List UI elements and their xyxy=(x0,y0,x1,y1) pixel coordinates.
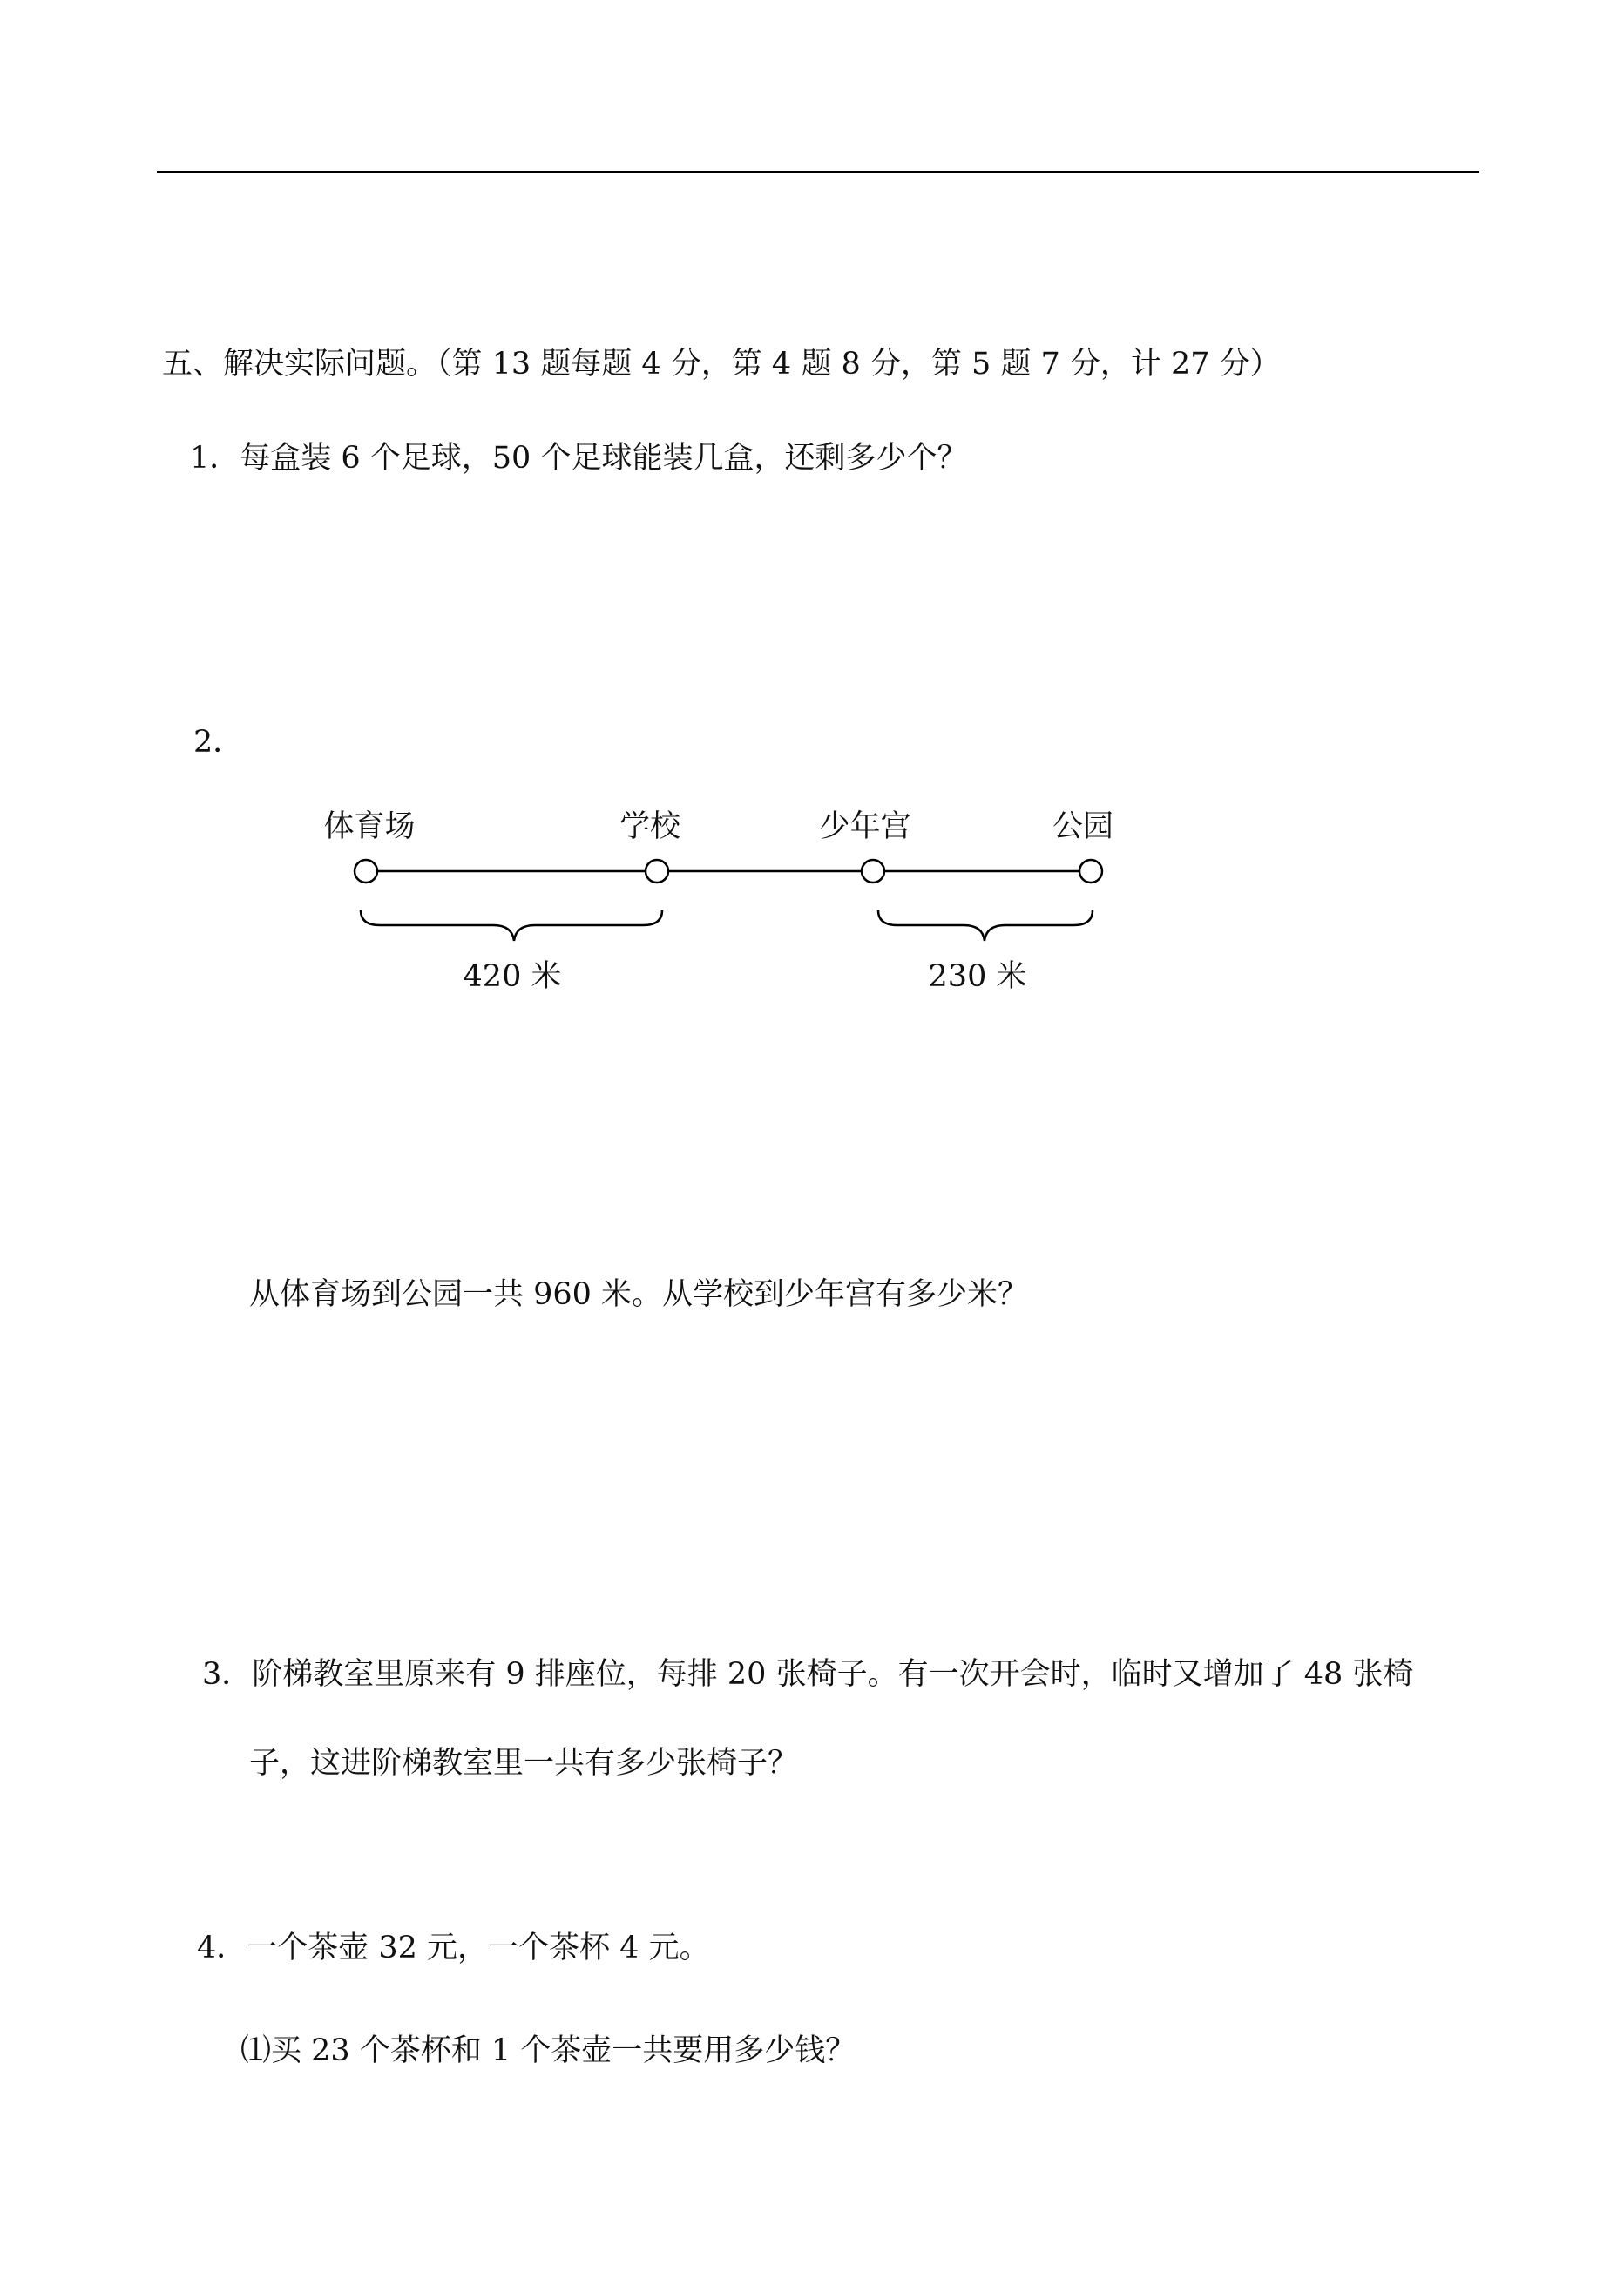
node-park xyxy=(1079,860,1102,883)
node-youth-palace xyxy=(862,860,884,883)
point-label-school: 学校 xyxy=(619,809,681,844)
brace-stadium-school xyxy=(361,910,662,941)
question-1: 1．每盒装 6 个足球，50 个足球能装几盒，还剩多少个？ xyxy=(190,441,968,476)
section-title: 五、解决实际问题。（第 13 题每题 4 分，第 4 题 8 分，第 5 题 7 分，计 27 分） xyxy=(162,347,1281,382)
point-label-youth-palace: 少年宫 xyxy=(819,809,911,844)
header-rule xyxy=(157,171,1479,173)
question-4-part-1: ⑴买 23 个茶杯和 1 个茶壶一共要用多少钱？ xyxy=(240,2033,856,2068)
distance-diagram xyxy=(296,793,1133,1002)
segment-label-420: 420 米 xyxy=(463,959,562,994)
question-2-number: 2． xyxy=(193,725,244,760)
question-3-line-2: 子，这进阶梯教室里一共有多少张椅子？ xyxy=(249,1746,799,1781)
question-2-text: 从体育场到公园一共 960 米。从学校到少年宫有多少米？ xyxy=(249,1277,1029,1312)
question-3-line-1: 3．阶梯教室里原来有 9 排座位，每排 20 张椅子。有一次开会时，临时又增加了 48 张椅 xyxy=(202,1657,1414,1692)
point-label-park: 公园 xyxy=(1052,809,1114,844)
question-4: 4．一个茶壶 32 元，一个茶杯 4 元。 xyxy=(197,1931,710,1965)
node-school xyxy=(646,860,668,883)
brace-youth-palace-park xyxy=(878,910,1093,941)
segment-label-230: 230 米 xyxy=(928,959,1027,994)
point-label-stadium: 体育场 xyxy=(323,809,416,844)
node-stadium xyxy=(355,860,377,883)
